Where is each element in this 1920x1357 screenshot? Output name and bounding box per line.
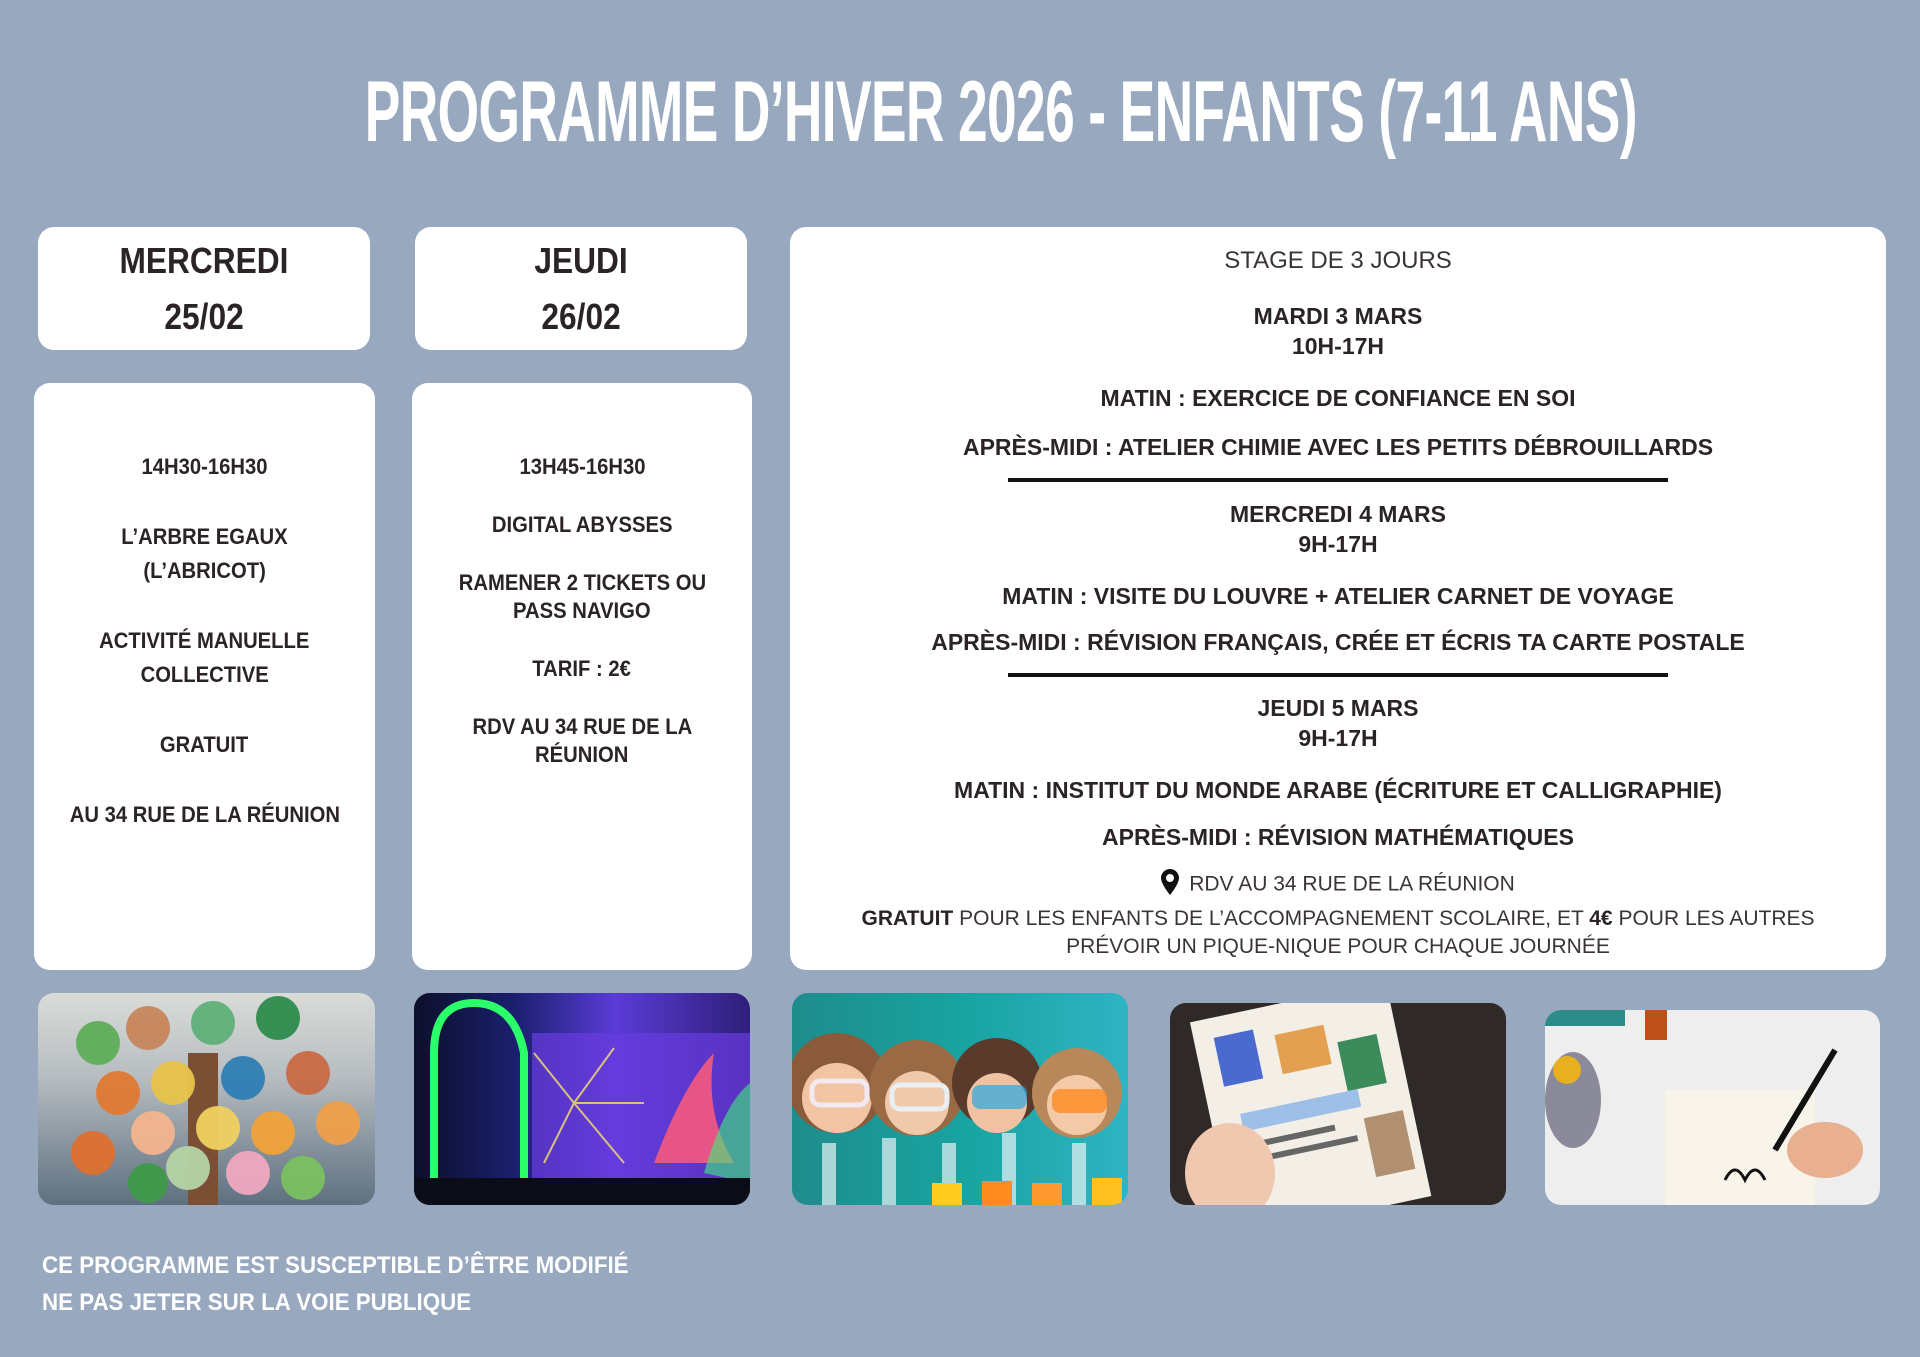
divider [1008, 673, 1668, 677]
price-line [790, 907, 1886, 931]
day-label: JEUDI [534, 239, 628, 281]
price-free: GRATUIT [861, 907, 954, 930]
stage-card [790, 227, 1886, 970]
session-hours: 9H-17H [1298, 531, 1378, 557]
activity-place: (L’ABRICOT) [143, 558, 266, 583]
time-range: 14H30-16H30 [141, 454, 268, 479]
price-text-2: POUR LES AUTRES [1612, 907, 1815, 930]
address: AU 34 RUE DE LA RÉUNION [69, 802, 340, 827]
price-others: 4€ [1589, 907, 1613, 930]
activity-name: DIGITAL ABYSSES [491, 512, 673, 537]
divider [1008, 478, 1668, 482]
session-hours: 9H-17H [1298, 725, 1378, 751]
location-line [790, 869, 1886, 901]
session-morning: MATIN : EXERCICE DE CONFIANCE EN SOI [1100, 385, 1576, 411]
digital-abysses-photo [414, 993, 750, 1205]
time-range: 13H45-16H30 [518, 454, 646, 479]
calligraphy-photo [1545, 1010, 1880, 1205]
page-title: PROGRAMME D’HIVER 2026 - ENFANTS (7-11 ANS) [364, 64, 1637, 160]
transport-note: RAMENER 2 TICKETS OU [458, 570, 706, 595]
price-text: POUR LES ENFANTS DE L’ACCOMPAGNEMENT SCOLAIRE, ET [953, 907, 1590, 930]
chemistry-kids-photo [792, 993, 1128, 1205]
address-2: RÉUNION [535, 742, 629, 767]
session-morning: MATIN : INSTITUT DU MONDE ARABE (ÉCRITURE ET CALLIGRAPHIE) [954, 777, 1722, 803]
session-afternoon: APRÈS-MIDI : RÉVISION MATHÉMATIQUES [1102, 824, 1574, 850]
session-afternoon: APRÈS-MIDI : RÉVISION FRANÇAIS, CRÉE ET ÉCRIS TA CARTE POSTALE [931, 629, 1745, 655]
activity-name: L’ARBRE EGAUX [121, 524, 288, 549]
day-date: 25/02 [164, 295, 244, 337]
postcards-photo [1170, 1003, 1506, 1205]
price: GRATUIT [160, 732, 249, 757]
day-header-mercredi [38, 227, 370, 350]
price: TARIF : 2€ [532, 656, 632, 681]
paper-leaves-tree-photo [38, 993, 375, 1205]
session-day: JEUDI 5 MARS [1257, 695, 1419, 721]
day-date: 26/02 [541, 295, 621, 337]
location-text: RDV AU 34 RUE DE LA RÉUNION [1189, 872, 1515, 896]
activity-type: ACTIVITÉ MANUELLE [99, 628, 310, 653]
activity-type-2: COLLECTIVE [140, 662, 269, 687]
transport-note-2: PASS NAVIGO [513, 598, 651, 623]
day-details-mercredi [34, 383, 375, 970]
day-label: MERCREDI [119, 239, 289, 281]
day-header-jeudi [415, 227, 747, 350]
map-pin-icon [1161, 869, 1179, 901]
session-hours: 10H-17H [1291, 333, 1385, 359]
session-afternoon: APRÈS-MIDI : ATELIER CHIMIE AVEC LES PETITS DÉBROUILLARDS [962, 434, 1714, 460]
footer-notice: NE PAS JETER SUR LA VOIE PUBLIQUE [42, 1289, 472, 1316]
address: RDV AU 34 RUE DE LA [472, 714, 692, 739]
picnic-note: PRÉVOIR UN PIQUE-NIQUE POUR CHAQUE JOURNÉE [1066, 935, 1610, 958]
stage-title: STAGE DE 3 JOURS [1224, 247, 1452, 274]
footer-disclaimer: CE PROGRAMME EST SUSCEPTIBLE D’ÊTRE MODIFIÉ [42, 1252, 629, 1279]
session-day: MARDI 3 MARS [1253, 303, 1423, 329]
session-day: MERCREDI 4 MARS [1230, 501, 1446, 527]
session-morning: MATIN : VISITE DU LOUVRE + ATELIER CARNET DE VOYAGE [1002, 583, 1674, 609]
day-details-jeudi [412, 383, 752, 970]
